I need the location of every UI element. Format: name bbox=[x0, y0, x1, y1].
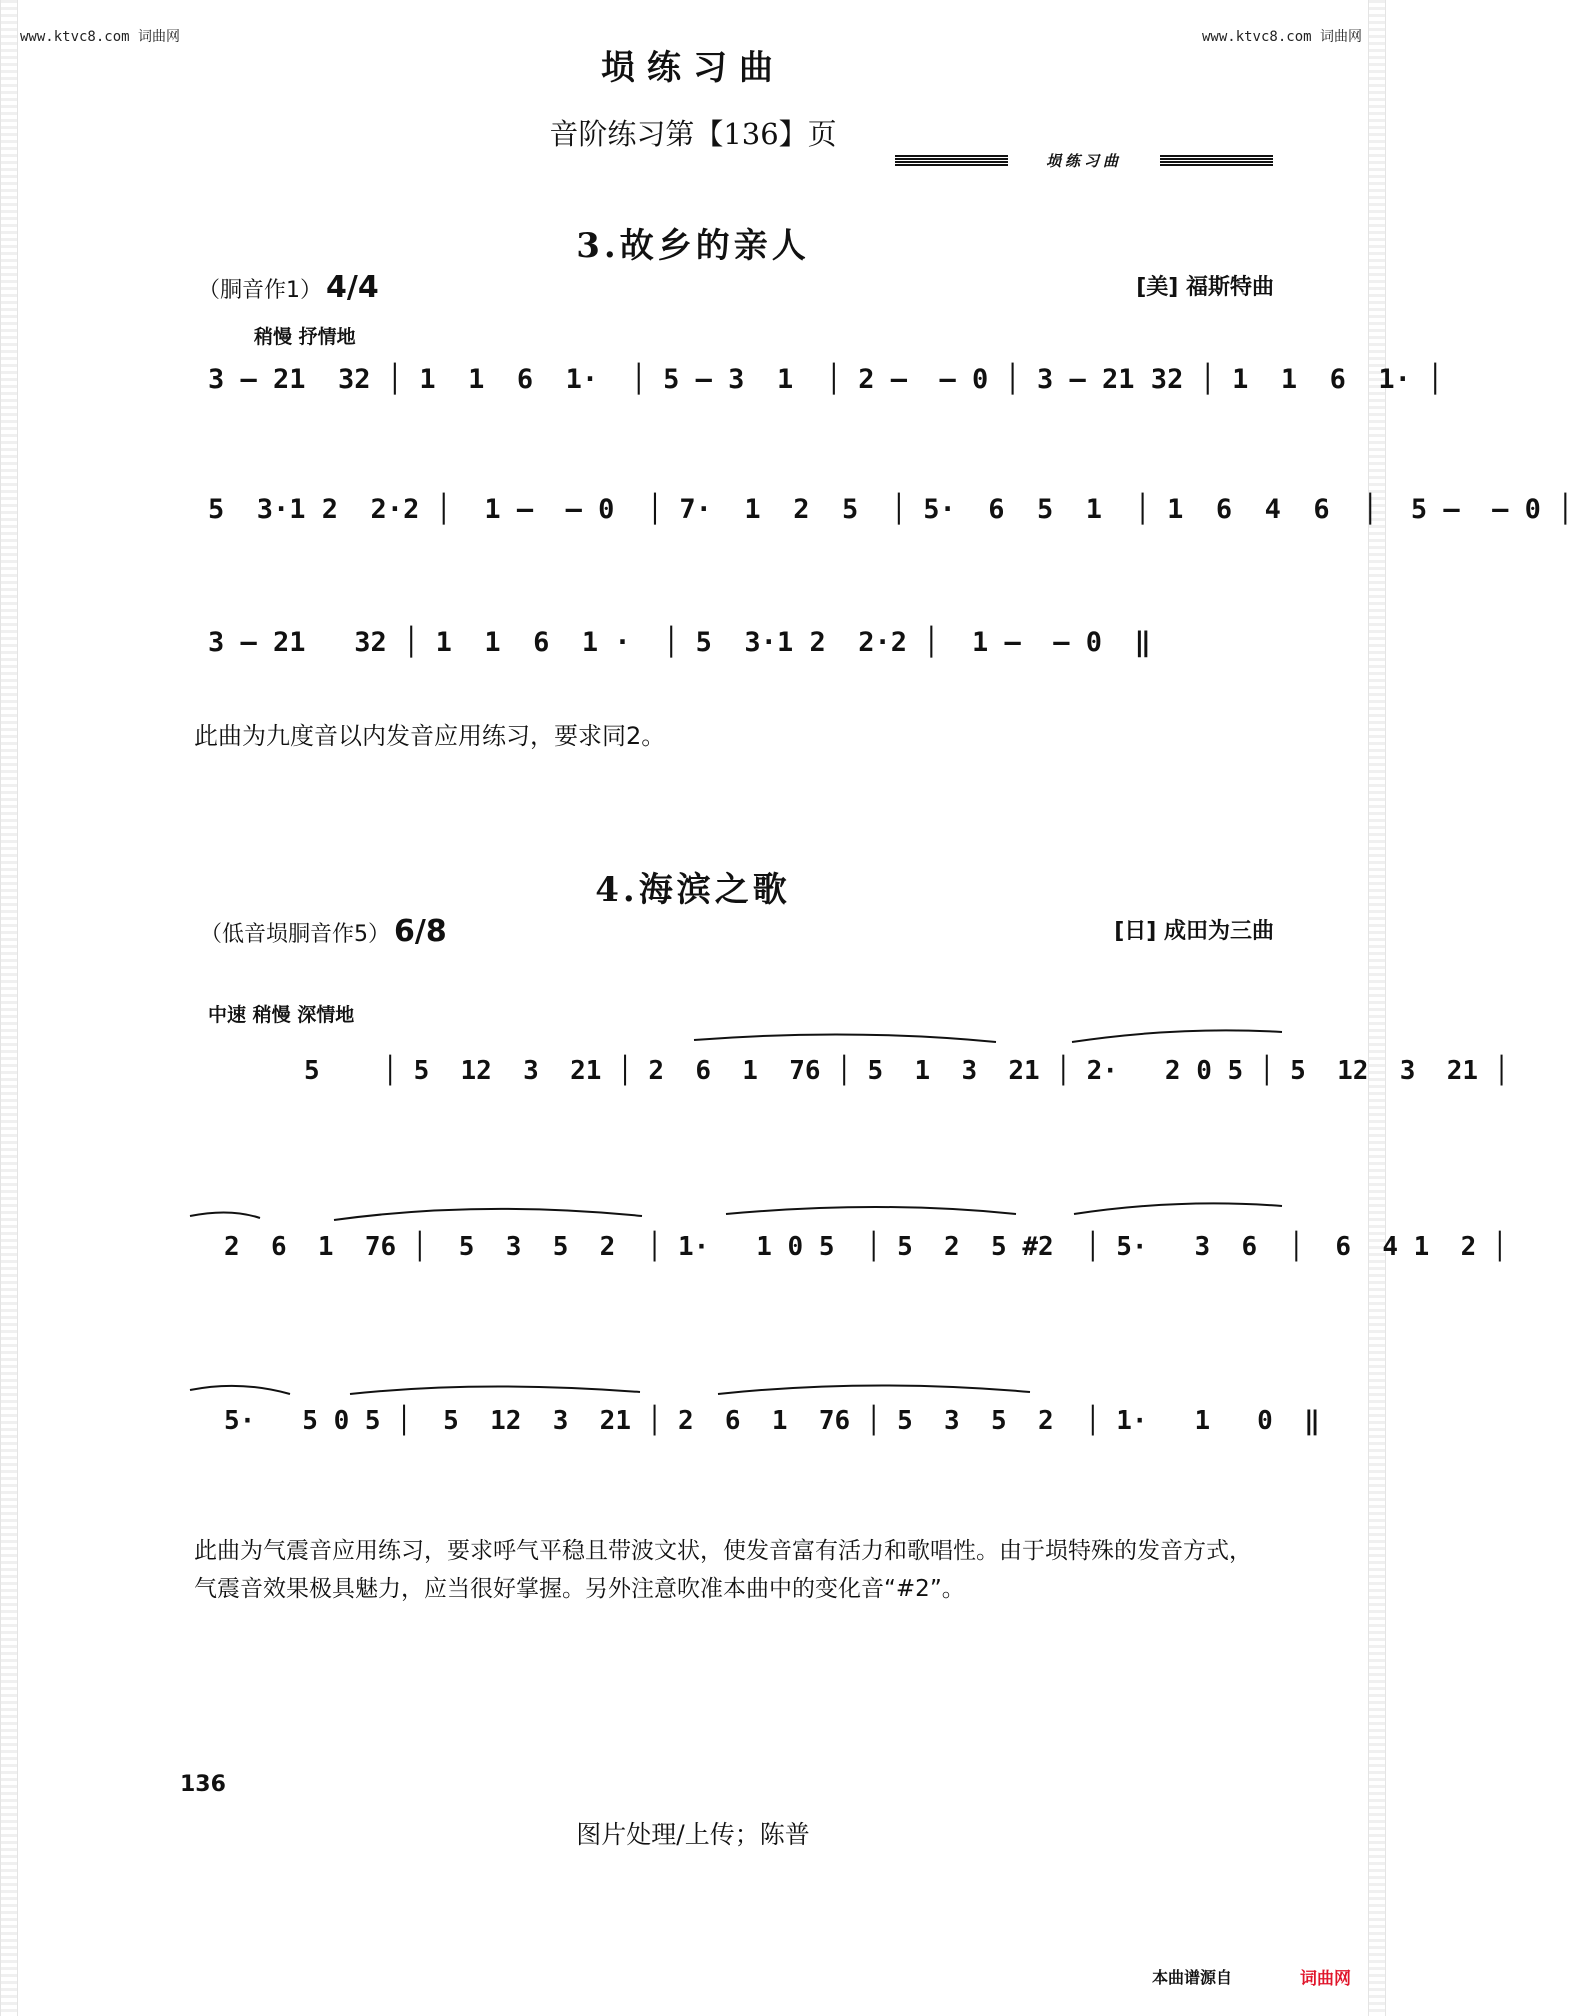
slur bbox=[1074, 1203, 1282, 1214]
practice-note: 此曲为九度音以内发音应用练习，要求同2。 bbox=[194, 722, 666, 750]
slur bbox=[190, 1386, 290, 1394]
instrument-text: （胴音作1） bbox=[198, 278, 322, 303]
tempo-marking: 中速 稍慢 深情地 bbox=[208, 1004, 355, 1026]
page-subtitle: 音阶练习第【136】页 bbox=[549, 117, 837, 151]
page-number: 136 bbox=[180, 1772, 226, 1797]
score-line: 3 — 21 32 │ 1 1 6 1· │ 5 — 3 1 │ 2 — — 0 │ 3 — 21 32 │ 1 1 6 1· │ bbox=[208, 364, 1444, 395]
time-signature: 4/4 bbox=[326, 270, 379, 305]
source-label: 本曲谱源自 bbox=[1152, 1968, 1233, 1987]
song-title: 4.海滨之歌 bbox=[595, 870, 791, 910]
instrument-text: （低音埙胴音作5） bbox=[200, 922, 390, 947]
slur bbox=[726, 1207, 1016, 1214]
upload-credit: 图片处理/上传；陈普 bbox=[576, 1820, 810, 1849]
score-line: 5· 5 0 5 │ 5 12 3 21 │ 2 6 1 76 │ 5 3 5 2 │ 1· 1 0 ‖ bbox=[224, 1406, 1320, 1436]
slur bbox=[1072, 1030, 1282, 1042]
site-header-right[interactable]: www.ktvc8.com 词曲网 bbox=[1201, 29, 1362, 45]
book-title: 埙练习曲 bbox=[601, 48, 785, 88]
slur bbox=[190, 1212, 260, 1218]
practice-note: 此曲为气震音应用练习，要求呼气平稳且带波文状，使发音富有活力和歌唱性。由于埙特殊的发音方式，气震音效果极具魅力，应当很好掌握。另外注意吹准本曲中的变化音“#2”。 bbox=[194, 1538, 1252, 1602]
score-line: 3 — 21 32 │ 1 1 6 1 · │ 5 3·1 2 2·2 │ 1 — — 0 ‖ bbox=[208, 627, 1151, 658]
composer-credit: [美] 福斯特曲 bbox=[1136, 275, 1274, 300]
slur bbox=[718, 1385, 1030, 1394]
time-signature: 6/8 bbox=[394, 914, 447, 949]
score-line: 2 6 1 76 │ 5 3 5 2 │ 1· 1 0 5 │ 5 2 5 #2 │ 5· 3 6 │ 6 4 1 2 │ bbox=[224, 1232, 1508, 1262]
tempo-marking: 稍慢 抒情地 bbox=[254, 326, 356, 348]
score-line: 5 3·1 2 2·2 │ 1 — — 0 │ 7· 1 2 5 │ 5· 6 5 1 │ 1 6 4 6 │ 5 — — 0 │ bbox=[208, 494, 1573, 525]
source-site-link[interactable]: 词曲网 bbox=[1300, 1969, 1351, 1989]
slur bbox=[334, 1209, 642, 1220]
score-line: 5 │ 5 12 3 21 │ 2 6 1 76 │ 5 1 3 21 │ 2· 2 0 5 │ 5 12 3 21 │ bbox=[304, 1056, 1510, 1086]
site-header-left[interactable]: www.ktvc8.com 词曲网 bbox=[20, 29, 181, 45]
running-header-title: 埙练习曲 bbox=[1046, 151, 1123, 170]
composer-credit: [日] 成田为三曲 bbox=[1114, 919, 1274, 944]
slur bbox=[350, 1386, 640, 1394]
song-title: 3.故乡的亲人 bbox=[576, 226, 810, 266]
slur bbox=[694, 1034, 996, 1042]
